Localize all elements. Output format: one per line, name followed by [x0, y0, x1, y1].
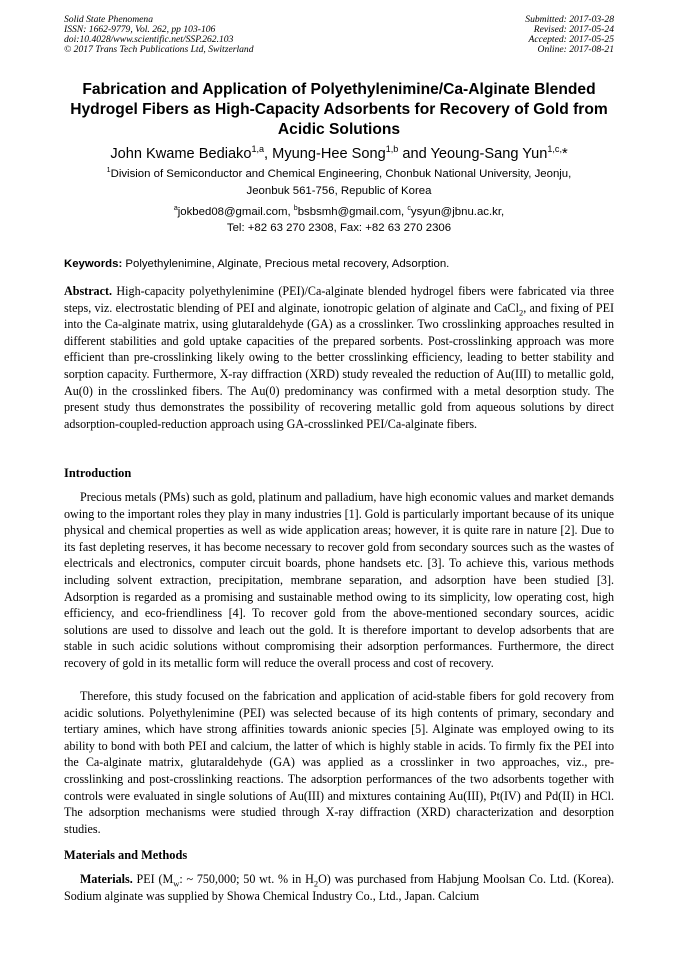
- affiliation-line-1: [60, 166, 618, 183]
- author-sup: 1,b: [385, 144, 399, 155]
- intro-paragraph-1: Precious metals (PMs) such as gold, platinum and palladium, have high economic values and market demands owing to the important roles they play in many industries [1]. Gold is particularly important because of its unique physical and chemical properties as well as wide application areas; however, it is quite rare in nature [2]. Due to its fast depleting reserves, it has become necessary to recover gold from secondary sources such as the wastes of electricals and electronics, computer circuit boards, phone handsets etc. [3]. To achieve this, various methods including solvent extraction, precipitation, membrane separation, and adsorption have been studied [3]. Adsorption is regarded as a promising and sustainable method owing to its simplicity, low operating cost, high efficiency, and eco-friendliness [4]. To recover gold from the above-mentioned secondary sources, acidic solutions are used to dissolve and leach out the gold. It is therefore important to develop adsorbents that are stable in such acidic solutions without compromising their adsorption performances. Furthermore, the direct recovery of gold in its metallic form will reduce the overall process and cost of recovery.: [64, 490, 614, 670]
- date-info: [525, 15, 614, 55]
- paper-title: Fabrication and Application of Polyethylenimine/Ca-Alginate Blended Hydrogel Fibers as High-Capacity Adsorbents for Recovery of Gold from Acidic Solutions: [70, 81, 608, 138]
- author-name: Yeoung-Sang Yun: [430, 146, 548, 162]
- introduction-heading: Introduction: [64, 466, 132, 480]
- email-a: jokbed08@gmail.com,: [177, 206, 294, 218]
- abstract-label: Abstract.: [64, 284, 113, 298]
- accepted-date: Accepted: 2017-05-25: [528, 34, 614, 45]
- author-name: John Kwame Bediako: [110, 146, 252, 162]
- materials-sub-1: w: [173, 878, 180, 889]
- abstract-text: High-capacity polyethylenimine (PEI)/Ca-alginate blended hydrogel fibers were fabricated via three steps, viz. electrostatic blending of PEI and alginate, ionotropic gelation of alginate and CaCl: [64, 284, 614, 315]
- intro-paragraph-2: Therefore, this study focused on the fabrication and application of acid-stable fibers for gold recovery from acidic solutions. Polyethylenimine (PEI) was selected because of its high contents of primary, secondary and tertiary amines, which have strong affinities towards anionic species [5]. Alginate was employed owing to its ability to bond with both PEI and calcium, the latter of which is highly stable in acids. To firmly fix the PEI into the Ca-alginate matrix, glutaraldehyde (GA) was applied as a crosslinker in two approaches, viz., pre-crosslinking and post-crosslinking reactions. The adsorption performances of the two adsorbents together with controls were evaluated in single solutions of Au(III) and mixtures containing Au(III), Pt(IV) and Pd(II) in HCl. The adsorption mechanisms were studied through X-ray diffraction (XRD) characterization and desorption studies.: [64, 689, 614, 836]
- corresponding-mark: *: [561, 146, 568, 162]
- author-sup: 1,c,: [547, 144, 562, 155]
- affiliation: [60, 166, 618, 200]
- email-b: bsbsmh@gmail.com,: [297, 206, 408, 218]
- online-date: Online: 2017-08-21: [537, 44, 614, 55]
- author-separator: and: [398, 146, 431, 162]
- affiliation-line-2: Jeonbuk 561-756, Republic of Korea: [246, 185, 432, 197]
- email-sup: b: [293, 205, 298, 213]
- email-sup: c: [407, 205, 411, 213]
- revised-date: Revised: 2017-05-24: [533, 24, 614, 35]
- author-sup: 1,a: [251, 144, 265, 155]
- author-list: [40, 144, 638, 164]
- phone-line: Tel: +82 63 270 2308, Fax: +82 63 270 2306: [226, 222, 452, 234]
- keywords-text: Polyethylenimine, Alginate, Precious metal recovery, Adsorption.: [122, 258, 450, 270]
- materials-text-1: PEI (M: [132, 872, 174, 886]
- email-line: [60, 204, 618, 220]
- materials-text-2: : ~ 750,000; 50 wt. % in H: [179, 872, 314, 886]
- journal-name: Solid State Phenomena: [64, 14, 153, 25]
- materials-sub-2: 2: [313, 878, 319, 889]
- keywords: [64, 256, 614, 272]
- abstract: [64, 283, 614, 432]
- journal-info: [64, 15, 254, 55]
- email-sup: a: [173, 205, 178, 213]
- abstract-text-2: , and fixing of PEI into the Ca-alginate matrix, using glutaraldehyde (GA) as a crosslinker. Two crosslinking approaches resulted in different stabilities and gold uptake capacities of the prepared sorbents. Post-crosslinking approach was more efficient than pre-crosslinking likely owing to the better crosslinking efficiency, leading to better stability and sorption capacity. Furthermore, X-ray diffraction (XRD) study revealed the reduction of Au(III) to metallic gold, Au(0) in the crosslinked fibers. The Au(0) predominancy was confirmed with a metal desorption study. The present study thus demonstrates the possibility of recovering metallic gold from aqueous solutions by direct adsorption-coupled-reduction approach using GA-crosslinked PEI/Ca-alginate fibers.: [64, 300, 614, 431]
- issn: ISSN: 1662-9779, Vol. 262, pp 103-106: [64, 24, 216, 35]
- doi: doi:10.4028/www.scientific.net/SSP.262.103: [64, 34, 234, 45]
- keywords-label: Keywords:: [64, 258, 123, 270]
- copyright: © 2017 Trans Tech Publications Ltd, Switzerland: [64, 44, 254, 55]
- materials-text-3: O) was purchased from Habjung Moolsan Co. Ltd. (Korea). Sodium alginate was supplied by Showa Chemical Industry Co., Ltd., Japan. Calcium: [64, 872, 615, 903]
- author-separator: ,: [264, 146, 273, 162]
- materials-label: Materials.: [80, 872, 133, 886]
- materials-heading: Materials and Methods: [64, 848, 188, 862]
- author-name: Myung-Hee Song: [272, 146, 386, 162]
- submitted-date: Submitted: 2017-03-28: [525, 14, 614, 25]
- abstract-sub: 2: [518, 307, 524, 317]
- affiliation-text: Division of Semiconductor and Chemical Engineering, Chonbuk National University, Jeonju,: [110, 168, 572, 180]
- contact-info: [60, 204, 618, 236]
- materials-paragraph: [64, 871, 614, 904]
- affiliation-sup: 1: [106, 167, 111, 175]
- email-c: ysyun@jbnu.ac.kr,: [410, 206, 505, 218]
